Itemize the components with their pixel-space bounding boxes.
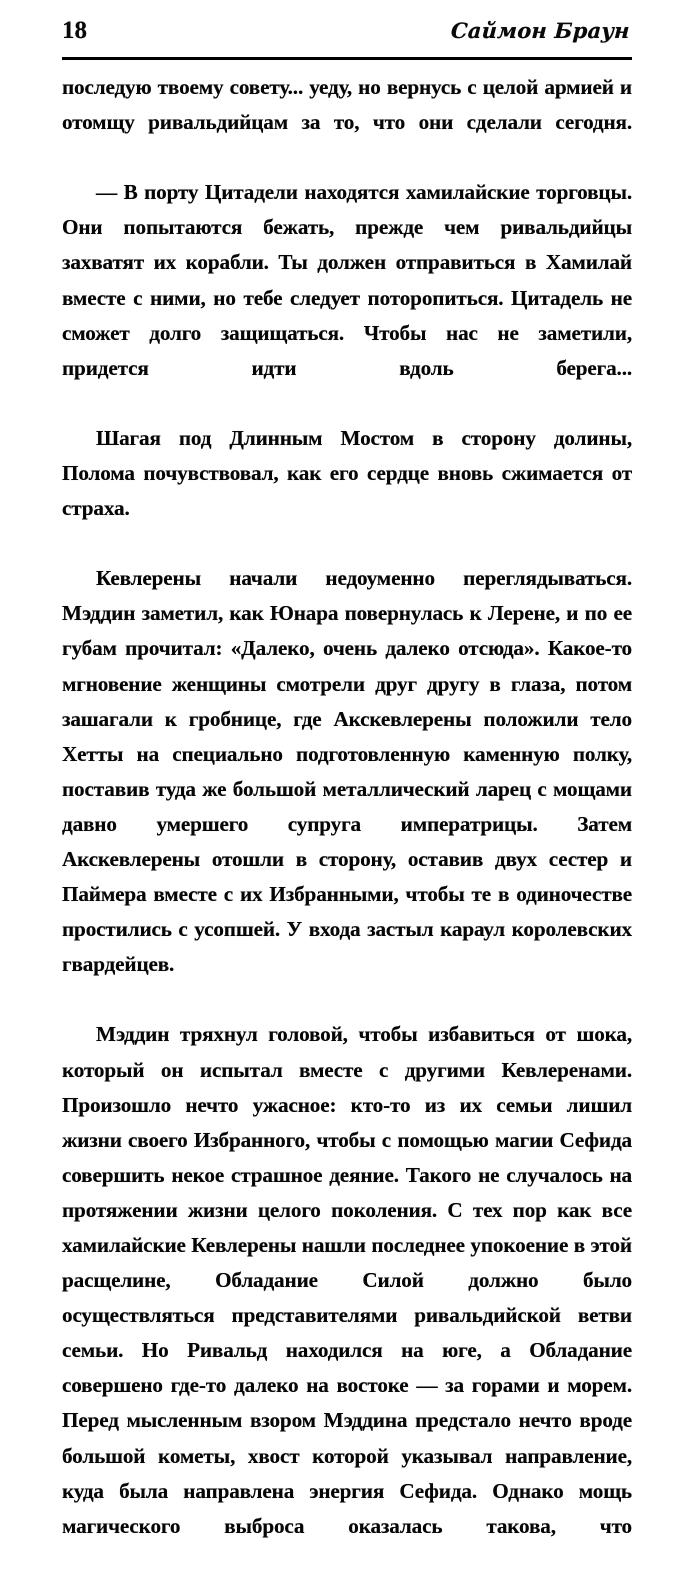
paragraph: последую твоему совету... уеду, но вернусь с целой армией и отомщу ривальдийцам за то, что они сделали сегодня. [62,75,632,135]
section-break-spacer [62,526,632,561]
header-rule-divider [62,57,632,60]
paragraph: Мэддин тряхнул головой, чтобы избавиться от шока, который он испытал вместе с другими Кевлеренами. Произошло нечто ужасное: кто-то из их семьи лишил жизни своего Избранного, чтобы с помощью магии Сефида совершить некое страшное деяние. Такого не случалось на протяжении жизни целого поколения. С тех пор как все хамилайские Кевлерены нашли последнее упокоение в этой расщелине, Обладание Силой должно было осуществляться представителями ривальдийской ветви семьи. Но Ривальд находился на юге, а Обладание совершено где-то далеко на востоке — за горами и морем. Перед мысленным взором Мэддина предстало нечто вроде большой кометы, хвост которой указывал направление, куда была направлена энергия Сефида. Однако мощь магического выброса оказалась такова, что [62,1022,632,1538]
paragraph: Шагая под Длинным Мостом в сторону долины, Полома почувствовал, как его сердце вновь сжимается от страха. [62,425,632,521]
running-head [62,18,630,52]
paragraph: Кевлерены начали недоуменно переглядываться. Мэддин заметил, как Юнара повернулась к Лерене, и по ее губам прочитал: «Далеко, очень далеко отсюда». Какое-то мгновение женщины смотрели друг другу в глаза, потом зашагали к гробнице, где Акскевлерены положили тело Хетты на специально подготовленную каменную полку, поставив туда же большой металлический ларец с мощами давно умершего супруга императрицы. Затем Акскевлерены отошли в сторону, оставив двух сестер и Паймера вместе с их Избранными, чтобы те в одиночестве простились с усопшей. У входа застыл караул королевских гвардейцев. [62,566,632,977]
page-number: 18 [62,17,87,44]
paragraph: — В порту Цитадели находятся хамилайские торговцы. Они попытаются бежать, прежде чем ривальдийцы захватят их корабли. Ты должен отправиться в Хамилай вместе с ними, но тебе следует поторопиться. Цитадель не сможет долго защищаться. Чтобы нас не заметили, придется идти вдоль берега... [62,180,632,380]
author-running-head: Саймон Браун [450,18,631,43]
page-body-text [62,70,632,1579]
